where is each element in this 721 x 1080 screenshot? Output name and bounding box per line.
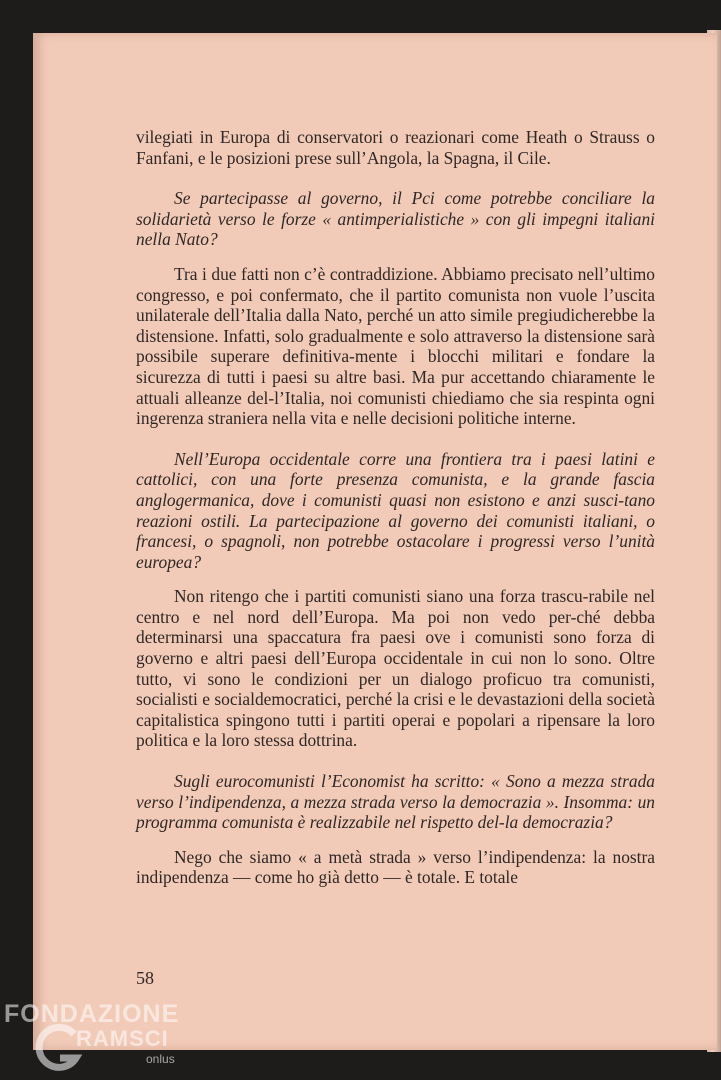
watermark-line2: RAMSCI — [76, 1026, 169, 1051]
interview-answer: Nego che siamo « a metà strada » verso l’indipendenza: la nostra indipendenza — come ho già detto — è totale. E totale — [136, 846, 655, 888]
watermark-logo — [4, 1000, 204, 1076]
watermark-line1: FONDAZIONE — [4, 1000, 180, 1028]
interview-answer: Non ritengo che i partiti comunisti siano una forza trascu-rabile nel centro e nel nord dell’Europa. Ma poi non vedo per-ché debba determinarsi una spaccatura fra paesi ove i comunisti sono forza di governo e altri paesi dell’Europa occidentale in cui non lo sono. Oltre tutto, vi sono le condizioni per un dialogo proficuo tra comunisti, socialisti e socialdemocratici, perché la crisi e le devastazioni della società capitalistica spingono tutti i partiti operai e popolari a ripensare la loro politica e la loro stessa dottrina. — [136, 586, 655, 751]
interview-question: Sugli eurocomunisti l’Economist ha scritto: « Sono a mezza strada verso l’indipendenza, a mezza strada verso la democrazia ». Insomma: un programma comunista è realizzabile nel rispetto del-la democrazia? — [136, 771, 655, 833]
page-number: 58 — [136, 968, 154, 988]
paragraph-continuation: vilegiati in Europa di conservatori o reazionari come Heath o Strauss o Fanfani, e le posizioni prese sull’Angola, la Spagna, il Cile. — [136, 127, 655, 168]
gramsci-g-icon — [32, 1022, 82, 1076]
interview-question: Nell’Europa occidentale corre una frontiera tra i paesi latini e cattolici, con una forte presenza comunista, e la grande fascia anglogermanica, dove i comunisti quasi non esistono e anzi susci-tano reazioni ostili. La partecipazione al governo dei comunisti italiani, o francesi, o spagnoli, non potrebbe ostacolare i progressi verso l’unità europea? — [136, 448, 655, 572]
interview-question: Se partecipasse al governo, il Pci come potrebbe conciliare la solidarietà verso le forze « antimperialistiche » con gli impegni italiani nella Nato? — [136, 188, 655, 250]
interview-answer: Tra i due fatti non c’è contraddizione. Abbiamo precisato nell’ultimo congresso, e poi confermato, che il partito comunista non vuole l’uscita unilaterale dell’Italia dalla Nato, perché un atto simile pregiudicherebbe la distensione. Infatti, solo gradualmente e solo attraverso la distensione sarà possibile superare definitiva-mente i blocchi militari e fondare la sicurezza di tutti i paesi su altre basi. Ma pur accettando chiaramente le attuali alleanze del-l’Italia, noi comunisti chiediamo che sia respinta ogni ingerenza straniera nella vita e nelle decisioni politiche interne. — [136, 263, 655, 429]
page-text — [136, 127, 655, 888]
watermark-onlus: onlus — [146, 1052, 175, 1066]
